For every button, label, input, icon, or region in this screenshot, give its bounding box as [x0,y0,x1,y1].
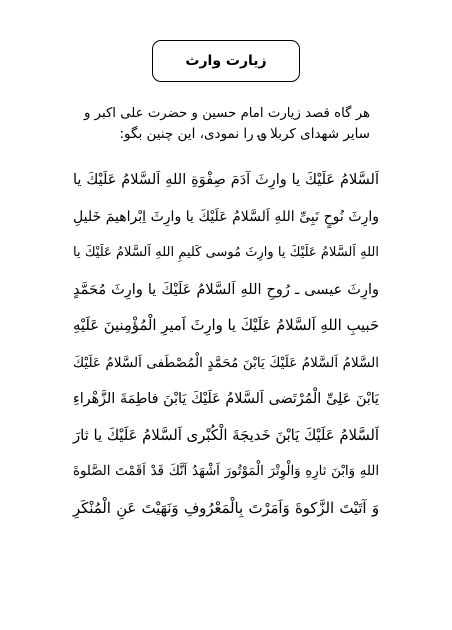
ziyarat-line: اللهِ اَلسَّلامُ عَلَیْكَ یا وارِثَ مُوسی كَلیمِ اللهِ اَلسَّلامُ عَلَیْكَ یا [73,245,379,260]
ziyarat-text [73,162,379,527]
title-box [152,40,300,82]
page-title: زیارت وارث [185,53,267,69]
ziyarat-line: وَ آتَیْتَ الزَّكوةَ وَاَمَرْتَ بِالْمَعْرُوفِ وَنَهَیْتَ عَنِ الْمُنْكَرِ [73,499,379,517]
ziyarat-line: اَلسَّلامُ عَلَیْكَ یا وارِثَ آدَمَ صِفْوَةِ اللهِ اَلسَّلامُ عَلَیْكَ یا [73,172,379,188]
ziyarat-line: یَابْنَ عَلِیِّ الْمُرْتَضی اَلسَّلامُ عَلَیْكَ یَابْنَ فاطِمَةَ الزَّهْراءِ [73,391,379,407]
ziyarat-line: وارِثَ نُوحٍ نَبِیِّ اللهِ اَلسَّلامُ عَلَیْكَ یا وارِثَ اِبْراهیمَ خَلیلِ [73,208,379,225]
ziyarat-line: اللهِ وَابْنَ ثارِهِ وَالْوِتْرَ الْمَوْتُورَ اَشْهَدُ اَنَّكَ قَدْ اَقَمْتَ الصَّلوةَ [73,464,379,479]
ziyarat-line: وارِثَ عیسی ـ رُوحِ اللهِ اَلسَّلامُ عَلَیْكَ یا وارِثَ مُحَمَّدٍ [73,281,379,298]
intro-paragraph [84,103,370,145]
intro-line-2: سایر شهدای کربلا ؈ را نمودی، این چنین بگو: [119,126,370,142]
ziyarat-line: اَلسَّلامُ عَلَیْكَ یَابْنَ خَدیجَةَ الْكُبْری اَلسَّلامُ عَلَیْكَ یا ثارَ [73,426,379,444]
ziyarat-line: السَّلامُ اَلسَّلامُ عَلَیْكَ یَابْنَ مُحَمَّدٍ الْمُصْطَفی اَلسَّلامُ عَلَیْكَ [73,354,379,371]
ziyarat-line: حَبیبِ اللهِ اَلسَّلامُ عَلَیْكَ یا وارِثَ اَمیرِ الْمُؤْمِنینَ عَلَیْهِ [73,317,379,334]
intro-line-1: هر گاه قصد زیارت امام حسین و حضرت علی اکبر و [84,106,370,121]
